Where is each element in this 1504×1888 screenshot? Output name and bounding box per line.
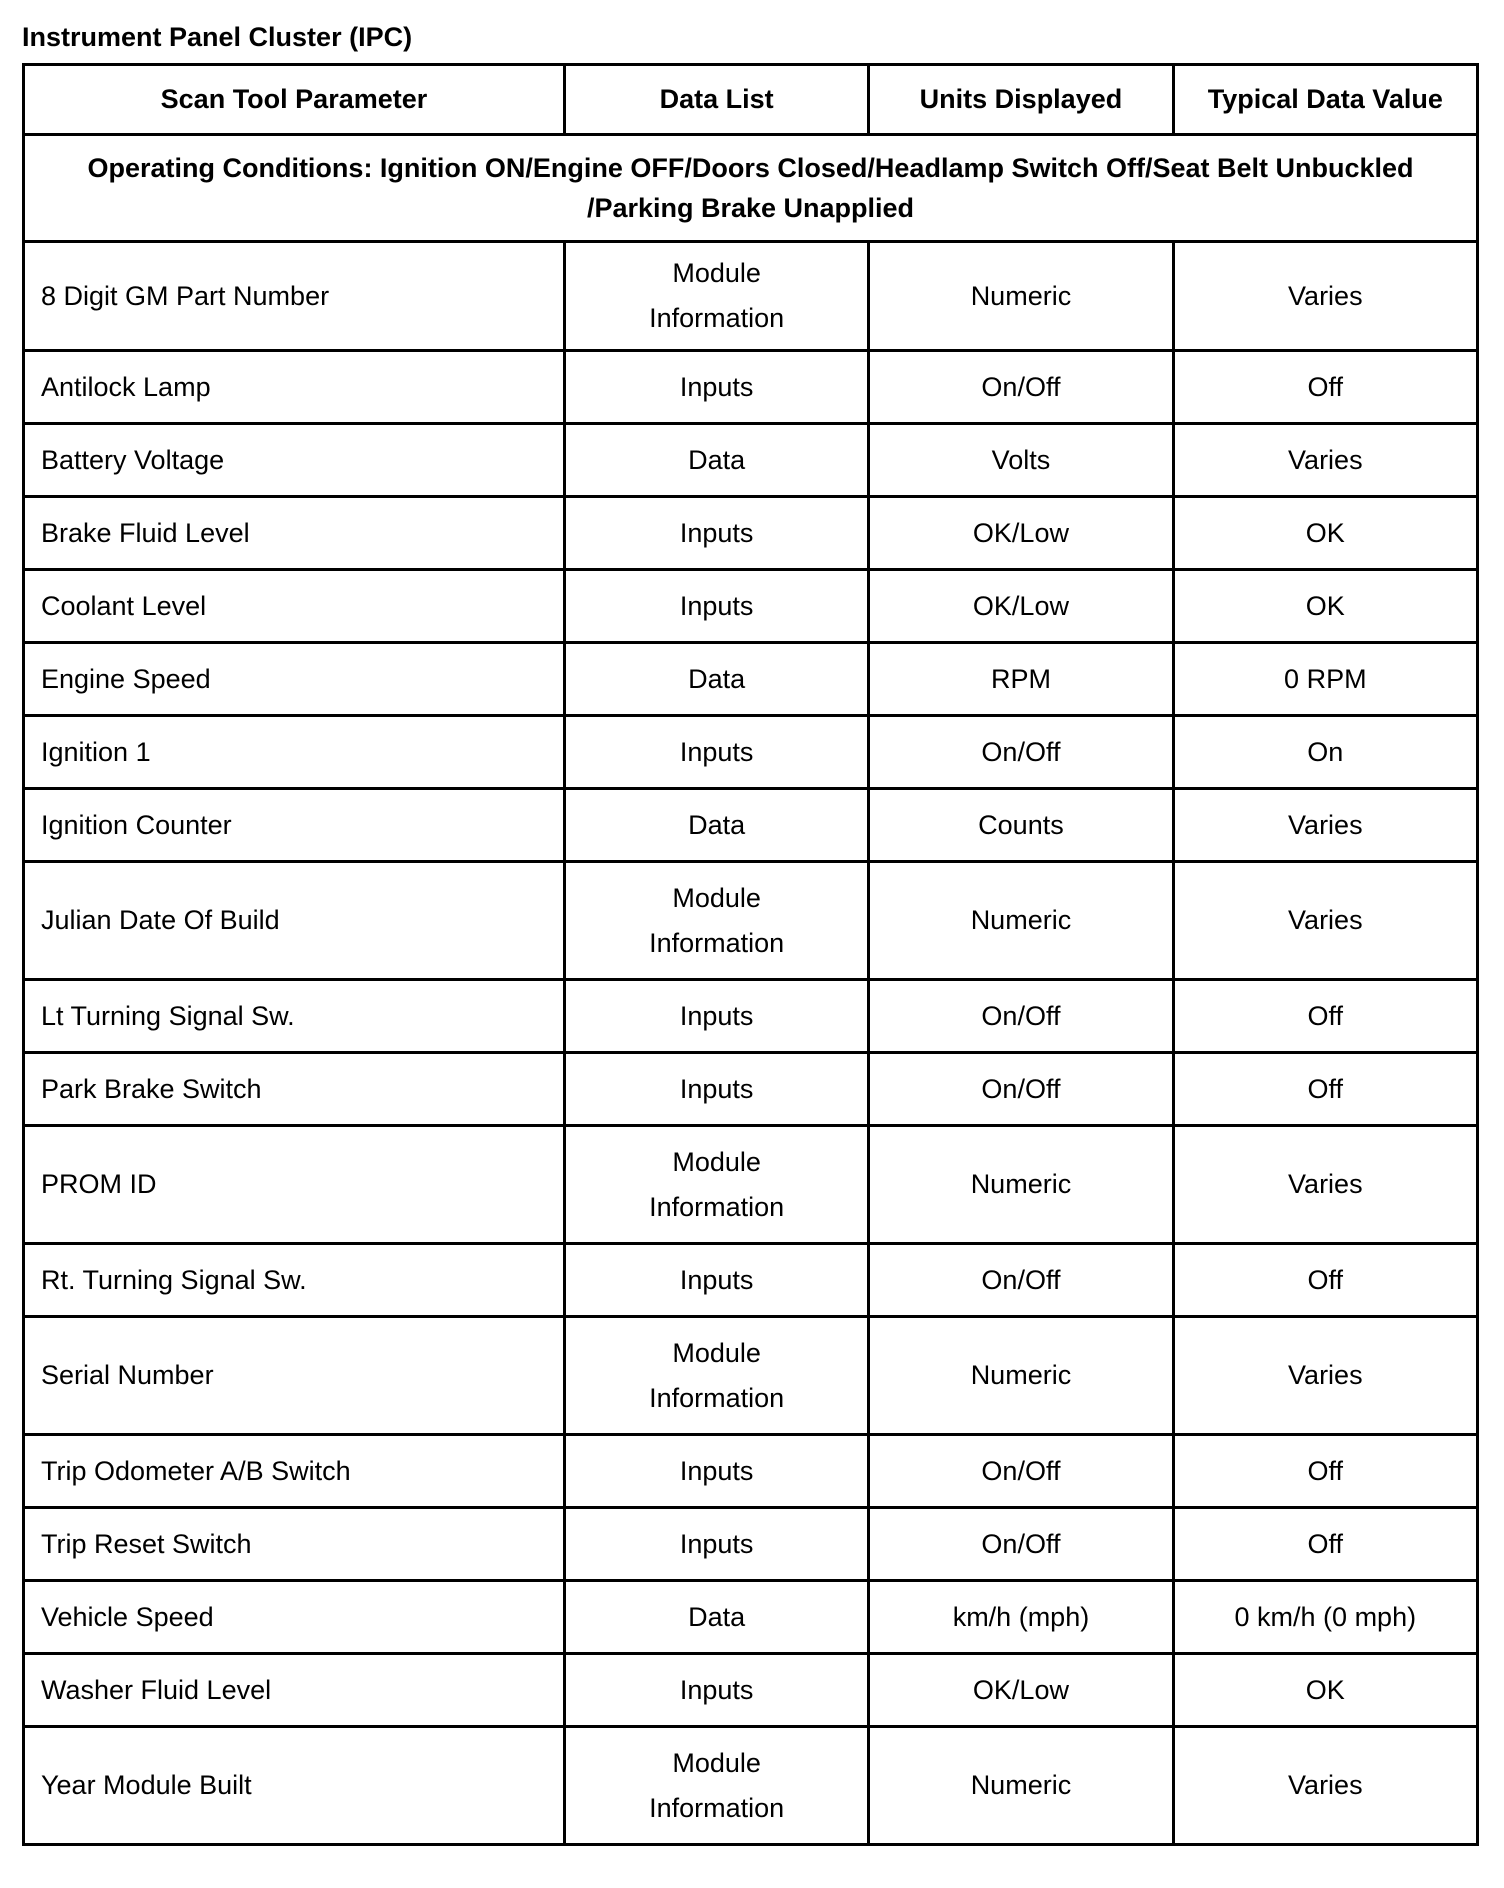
cell-data-list: Inputs xyxy=(564,1435,868,1508)
table-row xyxy=(24,1727,1478,1845)
cell-data-list: Data xyxy=(564,424,868,497)
table-header-row xyxy=(24,65,1478,135)
table-row xyxy=(24,424,1478,497)
cell-data-list: Inputs xyxy=(564,351,868,424)
cell-typical-data-value: Off xyxy=(1173,1053,1477,1126)
scan-tool-data-table xyxy=(22,63,1479,1846)
cell-scan-tool-parameter: Engine Speed xyxy=(24,643,565,716)
cell-scan-tool-parameter: Battery Voltage xyxy=(24,424,565,497)
cell-scan-tool-parameter: Trip Odometer A/B Switch xyxy=(24,1435,565,1508)
table-row xyxy=(24,351,1478,424)
cell-units-displayed: km/h (mph) xyxy=(869,1581,1173,1654)
cell-scan-tool-parameter: Serial Number xyxy=(24,1317,565,1435)
operating-conditions-cell xyxy=(24,135,1478,242)
cell-data-list: Data xyxy=(564,643,868,716)
table-row xyxy=(24,1244,1478,1317)
cell-units-displayed: On/Off xyxy=(869,1053,1173,1126)
cell-scan-tool-parameter: Rt. Turning Signal Sw. xyxy=(24,1244,565,1317)
cell-typical-data-value: Varies xyxy=(1173,789,1477,862)
table-row xyxy=(24,242,1478,351)
table-row xyxy=(24,980,1478,1053)
table-row xyxy=(24,1317,1478,1435)
cell-data-list xyxy=(564,1317,868,1435)
operating-conditions-row xyxy=(24,135,1478,242)
cell-units-displayed: On/Off xyxy=(869,980,1173,1053)
cell-units-displayed: On/Off xyxy=(869,1508,1173,1581)
cell-units-displayed: On/Off xyxy=(869,351,1173,424)
cell-data-list: Data xyxy=(564,1581,868,1654)
table-row xyxy=(24,716,1478,789)
cell-typical-data-value: On xyxy=(1173,716,1477,789)
cell-data-list xyxy=(564,1727,868,1845)
header-data-list: Data List xyxy=(564,65,868,135)
cell-scan-tool-parameter: Coolant Level xyxy=(24,570,565,643)
cell-typical-data-value: Off xyxy=(1173,980,1477,1053)
table-row xyxy=(24,1654,1478,1727)
cell-typical-data-value: Off xyxy=(1173,1244,1477,1317)
cell-scan-tool-parameter: PROM ID xyxy=(24,1126,565,1244)
header-scan-tool-parameter: Scan Tool Parameter xyxy=(24,65,565,135)
cell-units-displayed: On/Off xyxy=(869,716,1173,789)
header-units-displayed: Units Displayed xyxy=(869,65,1173,135)
cell-units-displayed: Numeric xyxy=(869,242,1173,351)
cell-typical-data-value: Off xyxy=(1173,351,1477,424)
cell-units-displayed: Numeric xyxy=(869,862,1173,980)
cell-typical-data-value: 0 km/h (0 mph) xyxy=(1173,1581,1477,1654)
cell-data-list: Inputs xyxy=(564,1244,868,1317)
cell-units-displayed: Counts xyxy=(869,789,1173,862)
table-row xyxy=(24,570,1478,643)
cell-typical-data-value: 0 RPM xyxy=(1173,643,1477,716)
cell-data-list: Inputs xyxy=(564,716,868,789)
page-title: Instrument Panel Cluster (IPC) xyxy=(22,22,413,52)
table-row xyxy=(24,643,1478,716)
cell-scan-tool-parameter: Ignition 1 xyxy=(24,716,565,789)
table-row xyxy=(24,1508,1478,1581)
cell-data-list-text: Module Information xyxy=(649,882,785,958)
cell-data-list: Data xyxy=(564,789,868,862)
cell-typical-data-value: Varies xyxy=(1173,862,1477,980)
cell-typical-data-value: Varies xyxy=(1173,242,1477,351)
cell-units-displayed: On/Off xyxy=(869,1435,1173,1508)
cell-units-displayed: OK/Low xyxy=(869,1654,1173,1727)
table-row xyxy=(24,862,1478,980)
cell-typical-data-value: OK xyxy=(1173,497,1477,570)
cell-data-list: Inputs xyxy=(564,497,868,570)
cell-typical-data-value: Off xyxy=(1173,1435,1477,1508)
header-typical-data-value: Typical Data Value xyxy=(1173,65,1477,135)
cell-units-displayed: OK/Low xyxy=(869,570,1173,643)
cell-typical-data-value: Varies xyxy=(1173,1317,1477,1435)
cell-scan-tool-parameter: 8 Digit GM Part Number xyxy=(24,242,565,351)
cell-scan-tool-parameter: Lt Turning Signal Sw. xyxy=(24,980,565,1053)
cell-units-displayed: Numeric xyxy=(869,1727,1173,1845)
cell-typical-data-value: OK xyxy=(1173,1654,1477,1727)
table-row xyxy=(24,1435,1478,1508)
cell-data-list: Inputs xyxy=(564,980,868,1053)
cell-typical-data-value: Off xyxy=(1173,1508,1477,1581)
table-row xyxy=(24,497,1478,570)
cell-data-list xyxy=(564,1126,868,1244)
cell-typical-data-value: OK xyxy=(1173,570,1477,643)
cell-scan-tool-parameter: Brake Fluid Level xyxy=(24,497,565,570)
cell-scan-tool-parameter: Year Module Built xyxy=(24,1727,565,1845)
table-row xyxy=(24,789,1478,862)
cell-scan-tool-parameter: Washer Fluid Level xyxy=(24,1654,565,1727)
cell-typical-data-value: Varies xyxy=(1173,424,1477,497)
table-row xyxy=(24,1053,1478,1126)
cell-units-displayed: On/Off xyxy=(869,1244,1173,1317)
table-row xyxy=(24,1581,1478,1654)
cell-data-list-text: Module Information xyxy=(649,258,785,333)
cell-data-list: Inputs xyxy=(564,1508,868,1581)
cell-units-displayed: OK/Low xyxy=(869,497,1173,570)
table-body xyxy=(24,135,1478,1845)
table-row xyxy=(24,1126,1478,1244)
cell-data-list xyxy=(564,242,868,351)
cell-scan-tool-parameter: Ignition Counter xyxy=(24,789,565,862)
cell-scan-tool-parameter: Julian Date Of Build xyxy=(24,862,565,980)
cell-data-list-text: Module Information xyxy=(649,1747,785,1823)
cell-typical-data-value: Varies xyxy=(1173,1727,1477,1845)
cell-scan-tool-parameter: Antilock Lamp xyxy=(24,351,565,424)
cell-data-list xyxy=(564,862,868,980)
cell-scan-tool-parameter: Trip Reset Switch xyxy=(24,1508,565,1581)
cell-data-list-text: Module Information xyxy=(649,1337,785,1413)
cell-units-displayed: Numeric xyxy=(869,1317,1173,1435)
cell-scan-tool-parameter: Park Brake Switch xyxy=(24,1053,565,1126)
cell-data-list-text: Module Information xyxy=(649,1146,785,1222)
cell-data-list: Inputs xyxy=(564,570,868,643)
cell-units-displayed: Volts xyxy=(869,424,1173,497)
cell-units-displayed: RPM xyxy=(869,643,1173,716)
operating-conditions-text: Operating Conditions: Ignition ON/Engine OFF/Doors Closed/Headlamp Switch Off/Seat Belt Unbuckled /Parking Brake Unapplied xyxy=(87,153,1414,223)
cell-data-list: Inputs xyxy=(564,1654,868,1727)
cell-data-list: Inputs xyxy=(564,1053,868,1126)
cell-units-displayed: Numeric xyxy=(869,1126,1173,1244)
cell-scan-tool-parameter: Vehicle Speed xyxy=(24,1581,565,1654)
cell-typical-data-value: Varies xyxy=(1173,1126,1477,1244)
